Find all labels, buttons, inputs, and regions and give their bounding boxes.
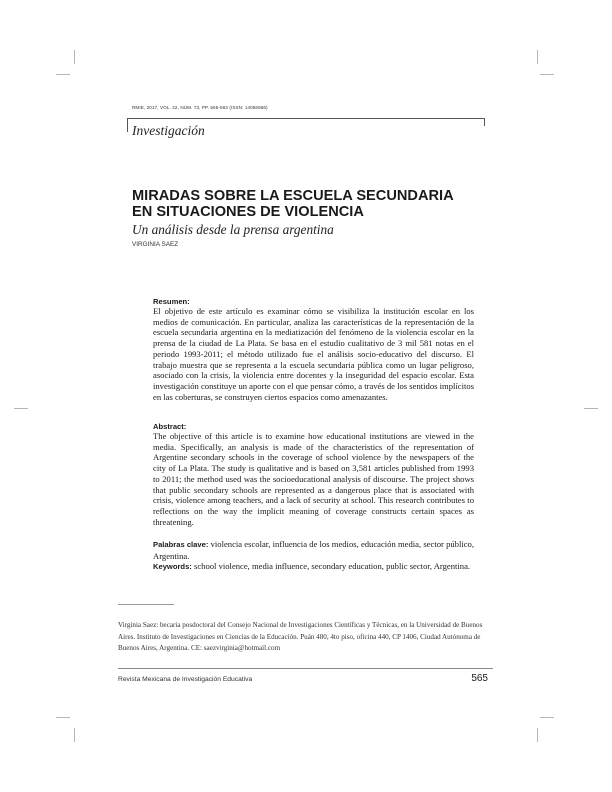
- abstract-text: The objective of this article is to examine how educational institutions are viewed in the media. Specifically, an analysis is made of the characteristics of the representation of Argentine secondary schools in the coverage of school violence by the newspapers of the city of La Plata. The study is qualitative and is based on 3,581 articles published from 1993 to 2011; the method used was the socioeducational analysis of discourse. The project shows that public secondary schools are represented as a dangerous place that is associated with crisis, violence among teachers, and a lack of security at school. This research contributes to reflections on the way the implicit meaning of coverage constructs certain spaces as threatening.: [153, 431, 474, 527]
- crop-mark: [14, 408, 28, 409]
- resumen-text: El objetivo de este artículo es examinar cómo se visibiliza la institución escolar en los medios de comunicación. En particular, analiza las características de la representación de la escuela secundaria argentina en la mediatización del fenómeno de la violencia escolar en la prensa de la ciudad de La Plata. Se basa en el estudio cualitativo de 3 mil 581 notas en el periodo 1993-2011; el método utilizado fue el análisis socio-educativo del discurso. El trabajo muestra que se representa a la escuela secundaria pública como un lugar peligroso, asociado con la crisis, la violencia entre docentes y la inseguridad del espacio escolar. Esta investigación constituye un aporte con el que pensar cómo, a través de los sentidos implícitos en las coberturas, se construyen ciertos espacios como amenazantes.: [153, 306, 474, 402]
- abstract-heading: Abstract:: [153, 422, 187, 431]
- resumen-section: [153, 297, 474, 402]
- crop-mark: [537, 50, 538, 64]
- crop-mark: [74, 50, 75, 64]
- author-name: VIRGINIA SAEZ: [132, 241, 179, 248]
- journal-citation: RMIE, 2017, VOL. 22, NÚM. 73, PP. 565-583 (ISSN: 14056666): [132, 105, 268, 110]
- crop-mark: [56, 74, 70, 75]
- keywords-section: [153, 539, 474, 573]
- crop-mark: [56, 717, 70, 718]
- section-rule: [127, 118, 485, 119]
- crop-mark: [540, 717, 554, 718]
- page-number: 565: [471, 673, 488, 684]
- article-title: [132, 189, 492, 220]
- resumen-heading: Resumen:: [153, 297, 190, 306]
- keywords-en-text: school violence, media influence, secondary education, public sector, Argentina.: [193, 561, 471, 572]
- crop-mark: [74, 728, 75, 742]
- keywords-en-label: Keywords:: [153, 562, 192, 572]
- article-subtitle: Un análisis desde la prensa argentina: [132, 222, 334, 237]
- keywords-es: [153, 539, 474, 561]
- keywords-en: [153, 561, 474, 573]
- abstract-section: [153, 422, 474, 527]
- crop-mark: [540, 74, 554, 75]
- crop-mark: [537, 728, 538, 742]
- journal-name: Revista Mexicana de Investigación Educativa: [118, 676, 253, 683]
- section-rule: [127, 118, 128, 132]
- footnote-rule: [118, 604, 174, 605]
- section-rule: [484, 118, 485, 126]
- footer-rule: [118, 668, 493, 669]
- section-label: Investigación: [132, 123, 205, 138]
- keywords-es-label: Palabras clave:: [153, 540, 209, 549]
- article-title-line: EN SITUACIONES DE VIOLENCIA: [132, 203, 364, 220]
- crop-mark: [584, 408, 598, 409]
- article-title-line: MIRADAS SOBRE LA ESCUELA SECUNDARIA: [132, 188, 454, 204]
- author-footnote: Virginia Saez: becaria posdoctoral del Consejo Nacional de Investigaciones Científicas y Técnicas, en la Universidad de Buenos Aires. Instituto de Investigaciones en Ciencias de la Educación. Puán 480, 4to piso, oficina 440, CP 1406, Ciudad Autónoma de Buenos Aires, Argentina. CE: saezvirginia@hotmail.com: [118, 621, 483, 652]
- keywords-es-text: violencia escolar, influencia de los medios, educación media, sector público, Argentina.: [153, 539, 474, 561]
